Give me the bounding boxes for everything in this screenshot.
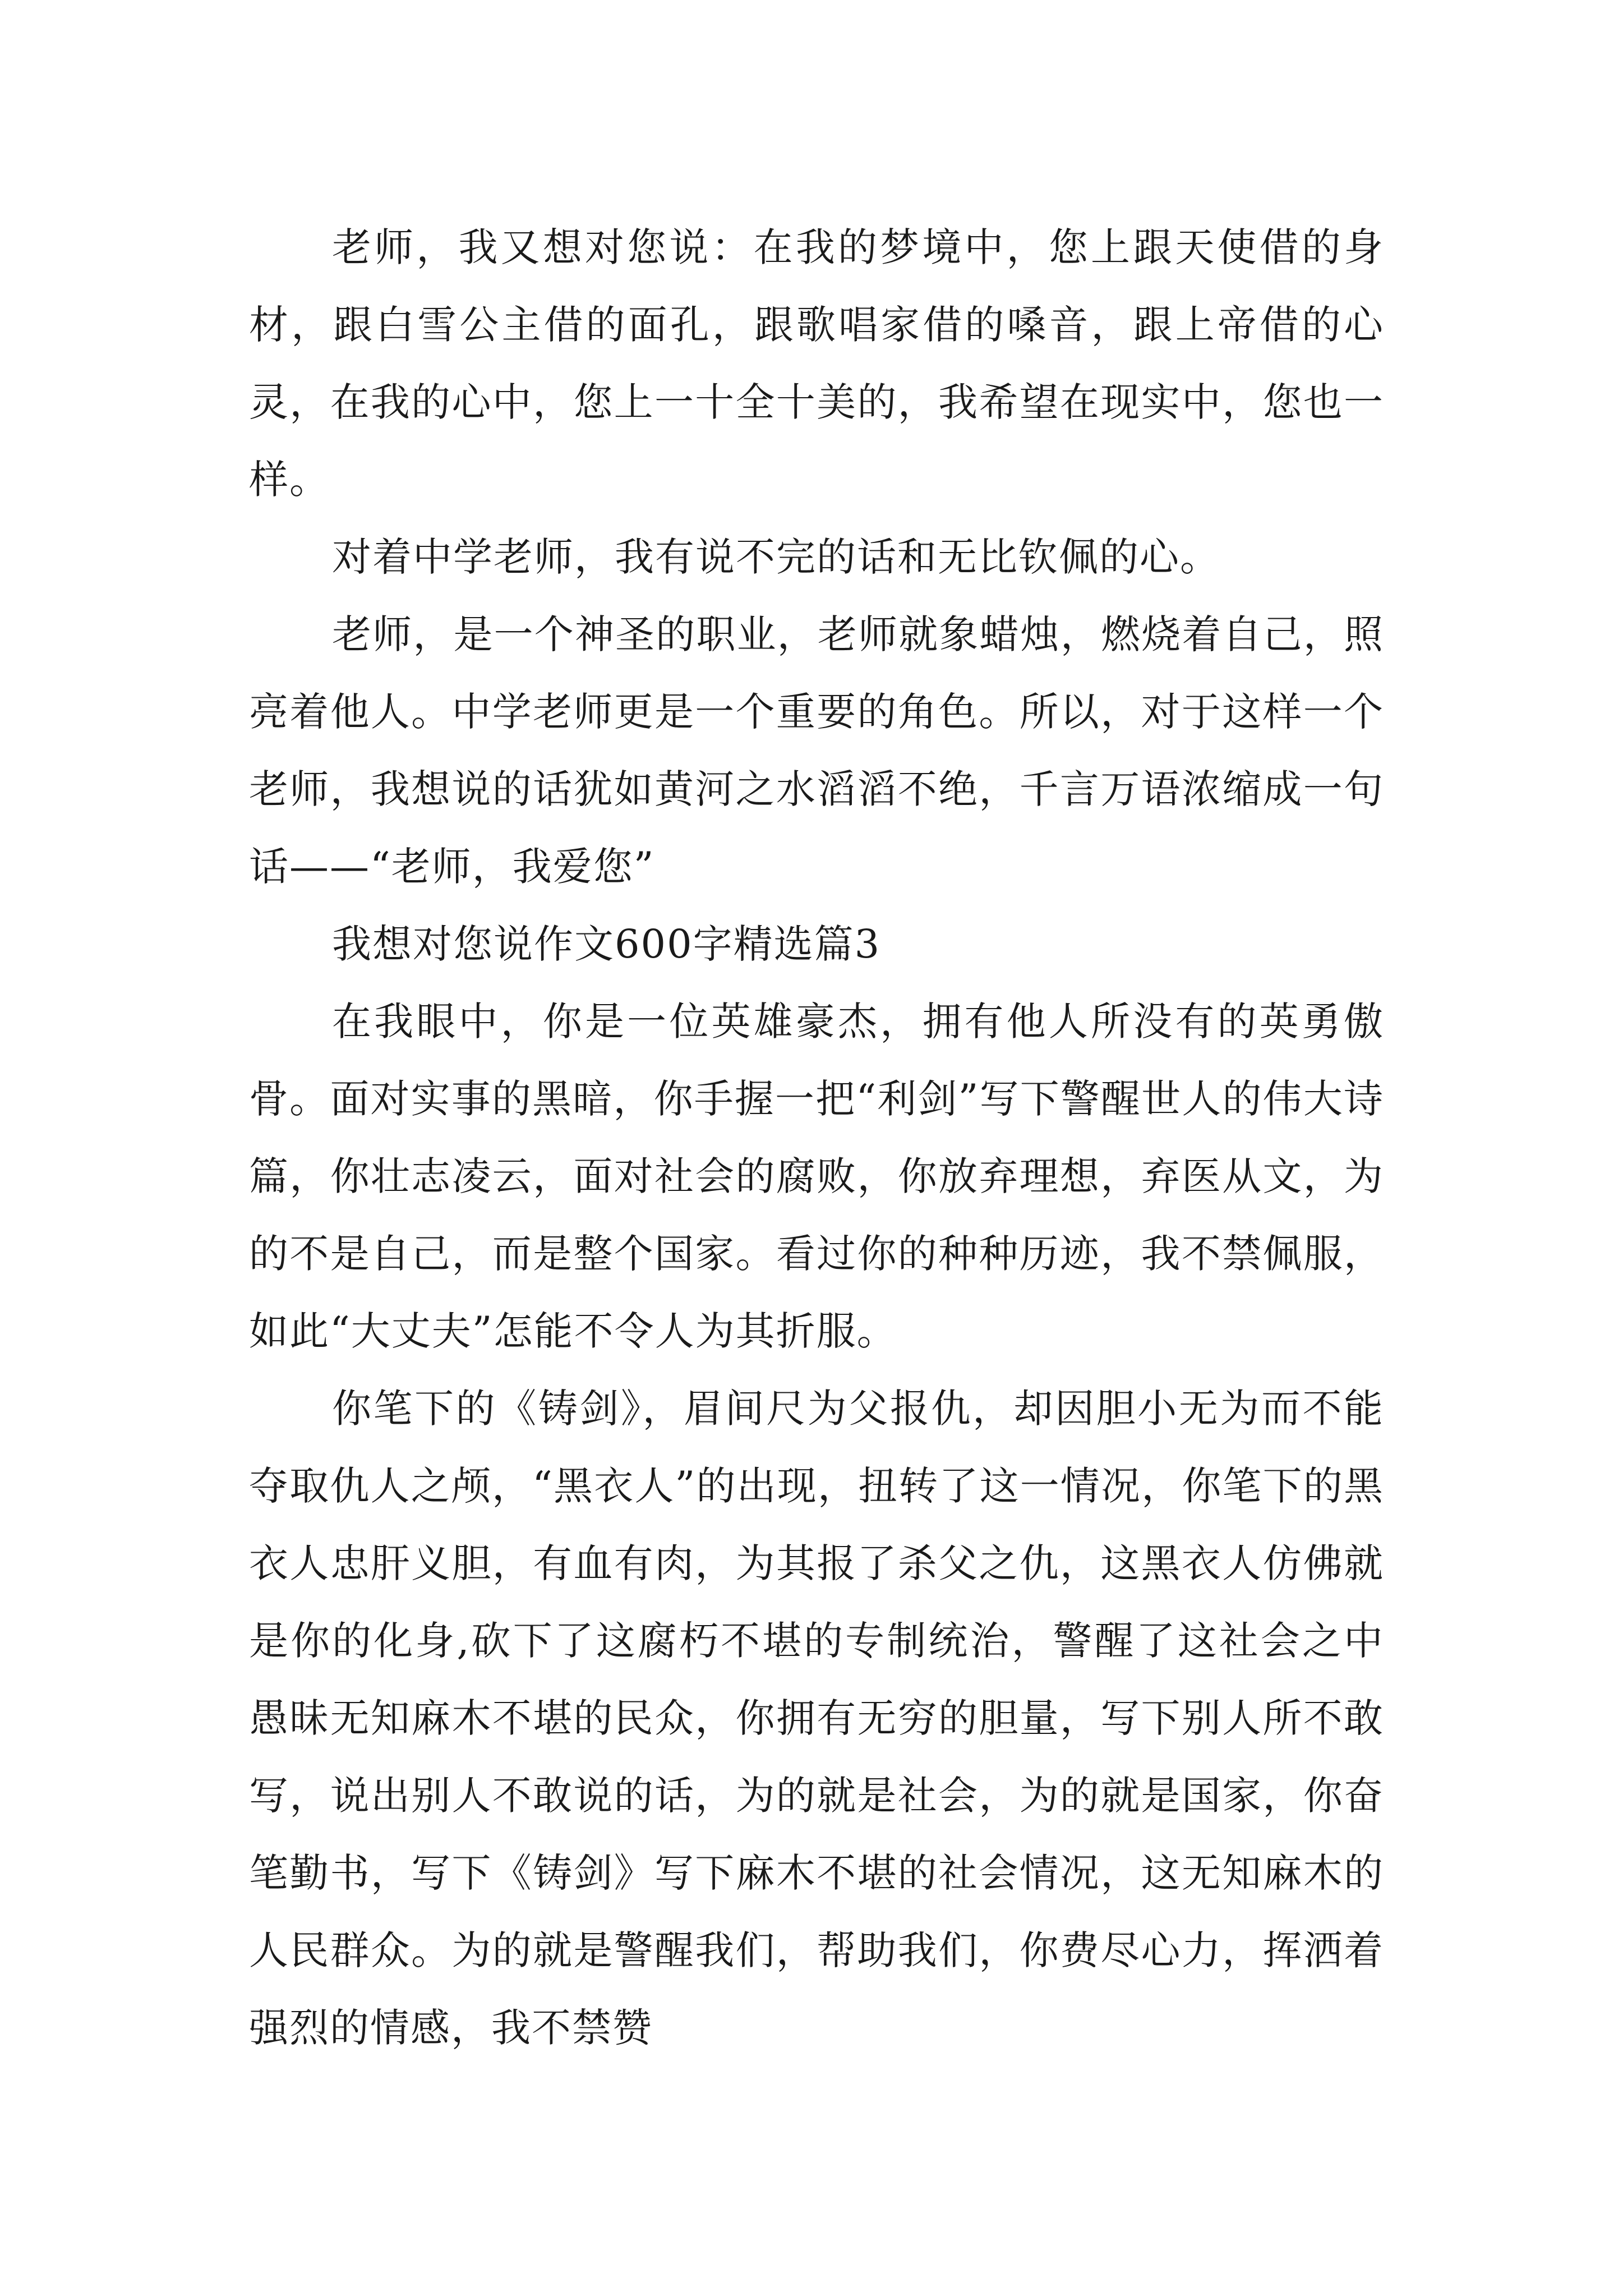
- paragraph-3: 老师，是一个神圣的职业，老师就象蜡烛，燃烧着自己，照亮着他人。中学老师更是一个重要的角色。所以，对于这样一个老师，我想说的话犹如黄河之水滔滔不绝，千言万语浓缩成一句话——“老师，我爱您”: [249, 611, 1384, 890]
- section-heading: 我想对您说作文600字精选篇3: [332, 921, 881, 967]
- paragraph-1: 老师，我又想对您说：在我的梦境中，您上跟天使借的身材，跟白雪公主借的面孔，跟歌唱家借的嗓音，跟上帝借的心灵，在我的心中，您上一十全十美的，我希望在现实中，您也一样。: [249, 224, 1384, 503]
- document-body: [249, 209, 1384, 2067]
- paragraph-2: 对着中学老师，我有说不完的话和无比钦佩的心。: [332, 534, 1220, 580]
- paragraph-5: 你笔下的《铸剑》，眉间尺为父报仇，却因胆小无为而不能夺取仇人之颅，“黑衣人”的出现，扭转了这一情况，你笔下的黑衣人忠肝义胆，有血有肉，为其报了杀父之仇，这黑衣人仿佛就是你的化身,砍下了这腐朽不堪的专制统治，警醒了这社会之中愚昧无知麻木不堪的民众，你拥有无穷的胆量，写下别人所不敢写，说出别人不敢说的话，为的就是社会，为的就是国家，你奋笔勤书，写下《铸剑》写下麻木不堪的社会情况，这无知麻木的人民群众。为的就是警醒我们，帮助我们，你费尽心力，挥洒着强烈的情感，我不禁赞: [249, 1386, 1384, 2051]
- paragraph-4: 在我眼中，你是一位英雄豪杰，拥有他人所没有的英勇傲骨。面对实事的黑暗，你手握一把“利剑”写下警醒世人的伟大诗篇，你壮志凌云，面对社会的腐败，你放弃理想，弃医从文，为的不是自己，而是整个国家。看过你的种种历迹，我不禁佩服，如此“大丈夫”怎能不令人为其折服。: [249, 999, 1384, 1354]
